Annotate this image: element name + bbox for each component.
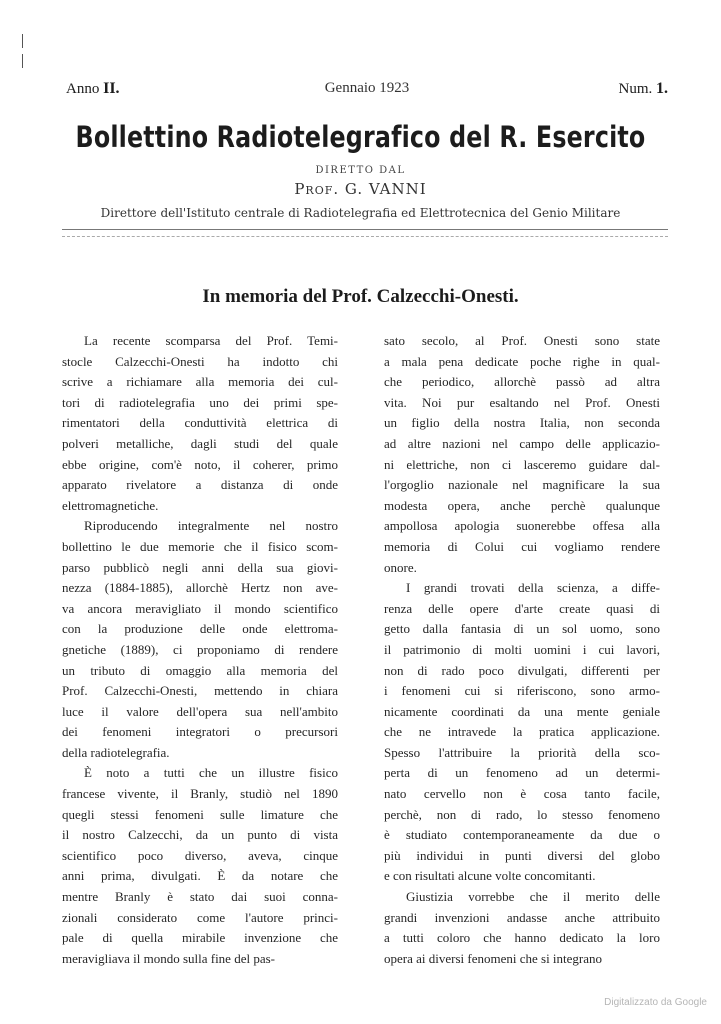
text-line: La recente scomparsa del Prof. Temi- bbox=[84, 333, 338, 348]
text-line: dei fenomeni integratori o precursori bbox=[62, 724, 338, 740]
text-line: perta di un fenomeno ad un determi- bbox=[384, 765, 660, 781]
text-line: gnetiche (1889), ci proponiamo di rendere bbox=[62, 641, 338, 657]
text-line: il nostro Calzecchi, da un punto di vista bbox=[62, 827, 338, 843]
num-label: Num. bbox=[618, 81, 653, 97]
text-line: a mala pena dedicate poche righe in qual- bbox=[384, 353, 660, 369]
text-line: zionali considerato come l'autore princi- bbox=[62, 909, 338, 925]
text-line: Spesso l'attribuire la priorità della sco- bbox=[384, 744, 660, 760]
editor-name: Prof. G. VANNI bbox=[294, 180, 427, 198]
text-line: non di rado poco divulgati, differenti per bbox=[384, 662, 660, 678]
text-line: Prof. Calzecchi-Onesti, mettendo in chiara bbox=[62, 683, 338, 699]
anno-value: II. bbox=[103, 80, 120, 97]
text-line: nato cervello non è cosa tanto facile, bbox=[384, 786, 660, 802]
article-paragraph bbox=[384, 578, 660, 887]
text-line: modesta opera, anche perchè qualunque bbox=[384, 497, 660, 513]
text-line: nezza (1884-1885), allorchè Hertz non ave- bbox=[62, 580, 338, 596]
text-line: pale di quella mirabile invenzione che bbox=[62, 930, 338, 946]
text-line: vita. Noi pur esaltando nel Prof. Onesti bbox=[384, 394, 660, 410]
article-column-left bbox=[62, 331, 338, 969]
text-line: sato secolo, al Prof. Onesti sono state bbox=[384, 333, 660, 348]
editor-affiliation: Direttore dell'Istituto centrale di Radiotelegrafia ed Elettrotecnica del Genio Militare bbox=[100, 206, 621, 220]
article-paragraph bbox=[384, 887, 660, 969]
digitization-note: Digitalizzato da Google bbox=[604, 997, 707, 1008]
issue-date: Gennaio 1923 bbox=[324, 80, 410, 96]
text-line: scientifico poco diverso, aveva, cinque bbox=[62, 847, 338, 863]
text-line: tori di radiotelegrafia uno dei primi spe- bbox=[62, 394, 338, 410]
text-line: ad altre nazioni nel campo delle applicazio- bbox=[384, 435, 660, 451]
margin-mark-bottom bbox=[22, 54, 23, 68]
text-line: È noto a tutti che un illustre fisico bbox=[84, 765, 338, 781]
text-line: con la produzione delle onde elettroma- bbox=[62, 621, 338, 637]
text-line: ebbe origine, com'è noto, il coherer, primo bbox=[62, 456, 338, 472]
text-line: quegli stessi fenomeni sulle limature che bbox=[62, 806, 338, 822]
text-line: apparato rivelatore a distanza di onde bbox=[62, 477, 338, 493]
text-line: e con risultati alcune volte concomitanti. bbox=[384, 868, 596, 884]
text-line: memoria di Colui cui vogliamo rendere bbox=[384, 538, 660, 554]
masthead-rule-dashed bbox=[62, 236, 668, 237]
article-paragraph bbox=[62, 763, 338, 969]
text-line: ni elettriche, non ci lasceremo guidare dal- bbox=[384, 456, 660, 472]
text-line: i fenomeni cui si riferiscono, sono armo- bbox=[384, 683, 660, 699]
text-line: bollettino le due memorie che il fisico scom- bbox=[62, 538, 338, 554]
article-paragraph bbox=[62, 516, 338, 763]
text-line: parso pubblicò negli anni della sua giovi- bbox=[62, 559, 338, 575]
issue-number bbox=[619, 80, 669, 98]
text-line: un tributo di omaggio alla memoria del bbox=[62, 662, 338, 678]
masthead-rule bbox=[62, 229, 668, 230]
text-line: opera ai diversi fenomeni che si integrano bbox=[384, 950, 603, 966]
text-line: elettromagnetiche. bbox=[62, 497, 159, 513]
article-title: In memoria del Prof. Calzecchi-Onesti. bbox=[202, 286, 519, 307]
text-line: meravigliava il mondo sulla fine del pas- bbox=[62, 950, 275, 966]
anno-label: Anno bbox=[66, 81, 100, 97]
directed-by: DIRETTO DAL bbox=[315, 165, 406, 176]
text-line: rimentatori della conduttività elettrica di bbox=[62, 415, 338, 431]
text-line: francese vivente, il Branly, studiò nel 1890 bbox=[62, 786, 338, 802]
text-line: va ancora meravigliato il mondo scientifico bbox=[62, 600, 338, 616]
text-line: mentre Branly è stato dai suoi conna- bbox=[62, 889, 338, 905]
article-paragraph bbox=[62, 331, 338, 516]
num-value: 1. bbox=[656, 80, 668, 97]
text-line: ampollosa apologia suonerebbe offesa alla bbox=[384, 518, 660, 534]
journal-title: Bollettino Radiotelegrafico del R. Esercito bbox=[75, 120, 646, 154]
text-line: anni prima, divulgati. È da notare che bbox=[62, 868, 338, 884]
text-line: I grandi trovati della scienza, a diffe- bbox=[406, 580, 660, 596]
text-line: Giustizia vorrebbe che il merito delle bbox=[406, 889, 660, 905]
text-line: più individui in punti diversi del globo bbox=[384, 847, 660, 863]
text-line: onore. bbox=[384, 559, 417, 575]
text-line: un figlio della nostra Italia, non seconda bbox=[384, 415, 660, 431]
text-line: della radiotelegrafia. bbox=[62, 744, 170, 760]
text-line: getto dalla fantasia di un sol uomo, sono bbox=[384, 621, 660, 637]
text-line: che periodico, allorchè passò ad altra bbox=[384, 374, 660, 390]
text-line: luce il valore dell'opera sua nell'ambito bbox=[62, 703, 338, 719]
text-line: stocle Calzecchi-Onesti ha indotto chi bbox=[62, 353, 338, 369]
text-line: polveri metalliche, dagli studi del quale bbox=[62, 435, 338, 451]
text-line: nicamente coordinati da una mente geniale bbox=[384, 703, 660, 719]
text-line: Riproducendo integralmente nel nostro bbox=[84, 518, 338, 534]
article-paragraph bbox=[384, 331, 660, 578]
text-line: il patrimonio di molti uomini i cui lavori, bbox=[384, 641, 660, 657]
text-line: che ne intravede la pratica applicazione. bbox=[384, 724, 660, 740]
text-line: grandi invenzioni andasse anche attribuito bbox=[384, 909, 660, 925]
article-column-right bbox=[384, 331, 660, 969]
text-line: renza delle opere d'arte create quasi di bbox=[384, 600, 660, 616]
text-line: a tutti coloro che hanno dedicato la loro bbox=[384, 930, 660, 946]
margin-mark-top bbox=[22, 34, 23, 48]
text-line: è studiato contemporaneamente da due o bbox=[384, 827, 660, 843]
text-line: l'orgoglio nazionale nel magnificare la sua bbox=[384, 477, 660, 493]
masthead-meta bbox=[66, 80, 668, 102]
text-line: scrive a richiamare alla memoria dei cul- bbox=[62, 374, 338, 390]
text-line: perchè, non di rado, lo stesso fenomeno bbox=[384, 806, 660, 822]
